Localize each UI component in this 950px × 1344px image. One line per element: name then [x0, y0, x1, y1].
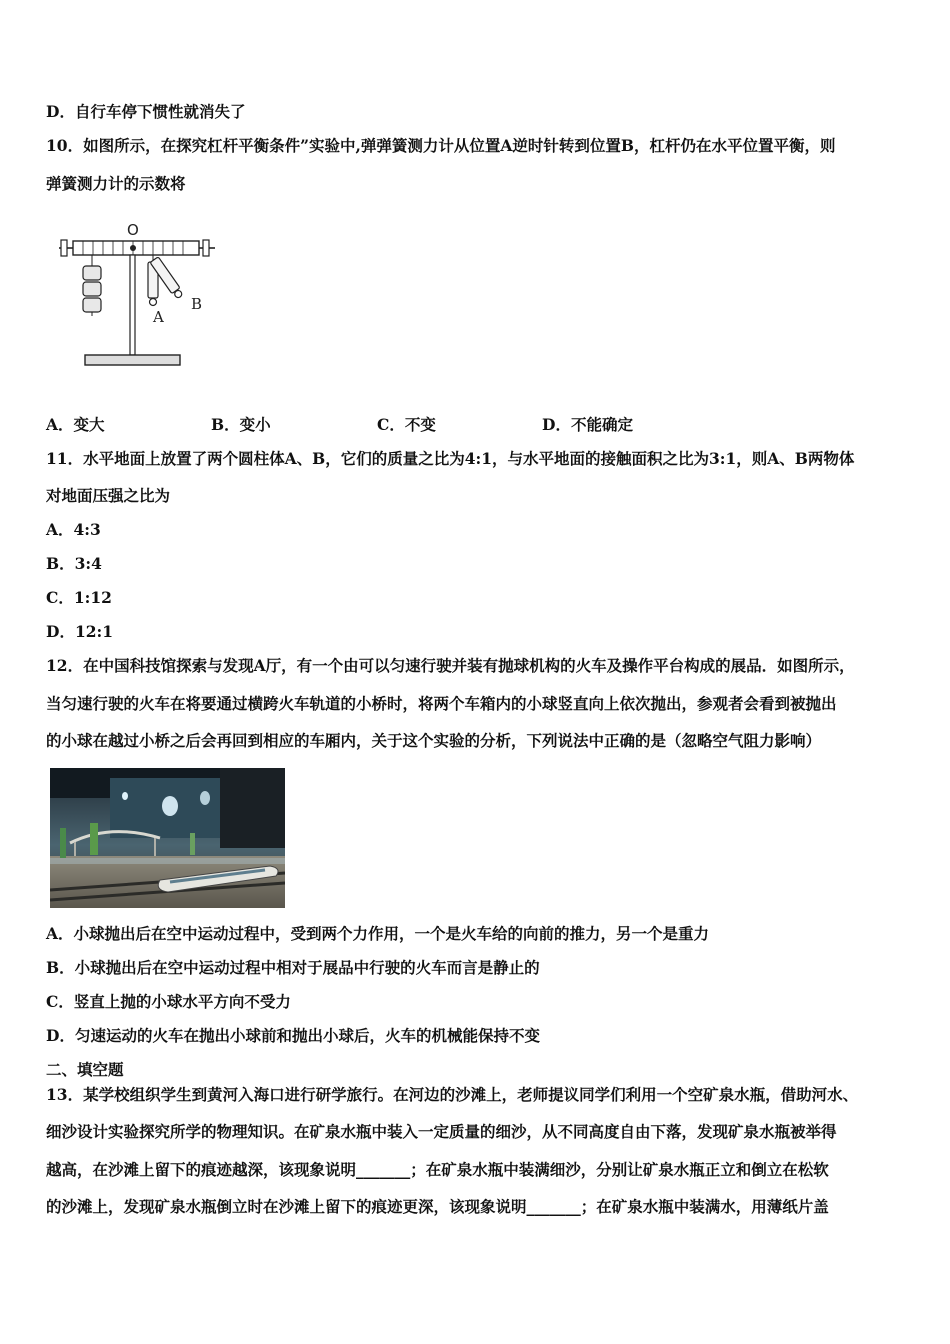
label-o: O: [127, 221, 139, 239]
museum-train-photo: [50, 768, 285, 908]
q10-stem-line2: 弹簧测力计的示数将: [46, 174, 186, 193]
weight-1: [83, 266, 101, 280]
label-a: A: [153, 308, 164, 326]
q12-option-d: D．匀速运动的火车在抛出小球前和抛出小球后，火车的机械能保持不变: [46, 1026, 540, 1045]
lever-figure: [55, 218, 220, 370]
q12-stem-line1: 12．在中国科技馆探索与发现A厅，有一个由可以匀速行驶并装有抛球机构的火车及操作平台构成的展品．如图所示，: [46, 656, 855, 675]
weight-2: [83, 282, 101, 296]
q11-option-c: C．1:12: [46, 588, 112, 607]
q10-option-d: D．不能确定: [542, 415, 633, 434]
q13-stem-line1: 13．某学校组织学生到黄河入海口进行研学旅行。在河边的沙滩上，老师提议同学们利用一个空矿泉水瓶，借助河水、: [46, 1085, 859, 1104]
q12-option-b: B．小球抛出后在空中运动过程中相对于展品中行驶的火车而言是静止的: [46, 958, 540, 977]
q11-option-a: A．4:3: [46, 520, 101, 539]
q12-option-c: C．竖直上抛的小球水平方向不受力: [46, 992, 291, 1011]
label-b: B: [191, 295, 203, 313]
stand-base: [85, 355, 180, 365]
q10-option-c: C．不变: [377, 415, 436, 434]
q12-option-a: A．小球抛出后在空中运动过程中，受到两个力作用，一个是火车给的向前的推力，另一个是重力: [46, 924, 710, 943]
section-title-fill-blank: 二、填空题: [46, 1060, 124, 1079]
q11-stem-line1: 11．水平地面上放置了两个圆柱体A、B，它们的质量之比为4:1，与水平地面的接触面积之比为3:1，则A、B两物体: [46, 449, 855, 468]
q10-option-a: A．变大: [46, 415, 105, 434]
q10-option-b: B．变小: [211, 415, 271, 434]
q13-stem-line2: 细沙设计实验探究所学的物理知识。在矿泉水瓶中装入一定质量的细沙，从不同高度自由下落，发现矿泉水瓶被举得: [46, 1122, 837, 1141]
q12-stem-line3: 的小球在越过小桥之后会再回到相应的车厢内，关于这个实验的分析，下列说法中正确的是（忽略空气阻力影响）: [46, 731, 822, 750]
q12-stem-line2: 当匀速行驶的火车在将要通过横跨火车轨道的小桥时，将两个车箱内的小球竖直向上依次抛出，参观者会看到被抛出: [46, 694, 837, 713]
q13-stem-line4: 的沙滩上，发现矿泉水瓶倒立时在沙滩上留下的痕迹更深，该现象说明_______；在矿泉水瓶中装满水，用薄纸片盖: [46, 1197, 829, 1216]
q11-stem-line2: 对地面压强之比为: [46, 486, 171, 505]
q9-option-d: D．自行车停下惯性就消失了: [46, 102, 246, 121]
q13-stem-line3: 越高，在沙滩上留下的痕迹越深，该现象说明_______；在矿泉水瓶中装满细沙，分别让矿泉水瓶正立和倒立在松软: [46, 1160, 829, 1179]
weight-3: [83, 298, 101, 312]
q11-option-b: B．3:4: [46, 554, 102, 573]
q10-stem-line1: 10．如图所示，在探究杠杆平衡条件”实验中,弹弹簧测力计从位置A逆时针转到位置B，杠杆仍在水平位置平衡，则: [46, 136, 836, 155]
q11-option-d: D．12:1: [46, 622, 114, 641]
